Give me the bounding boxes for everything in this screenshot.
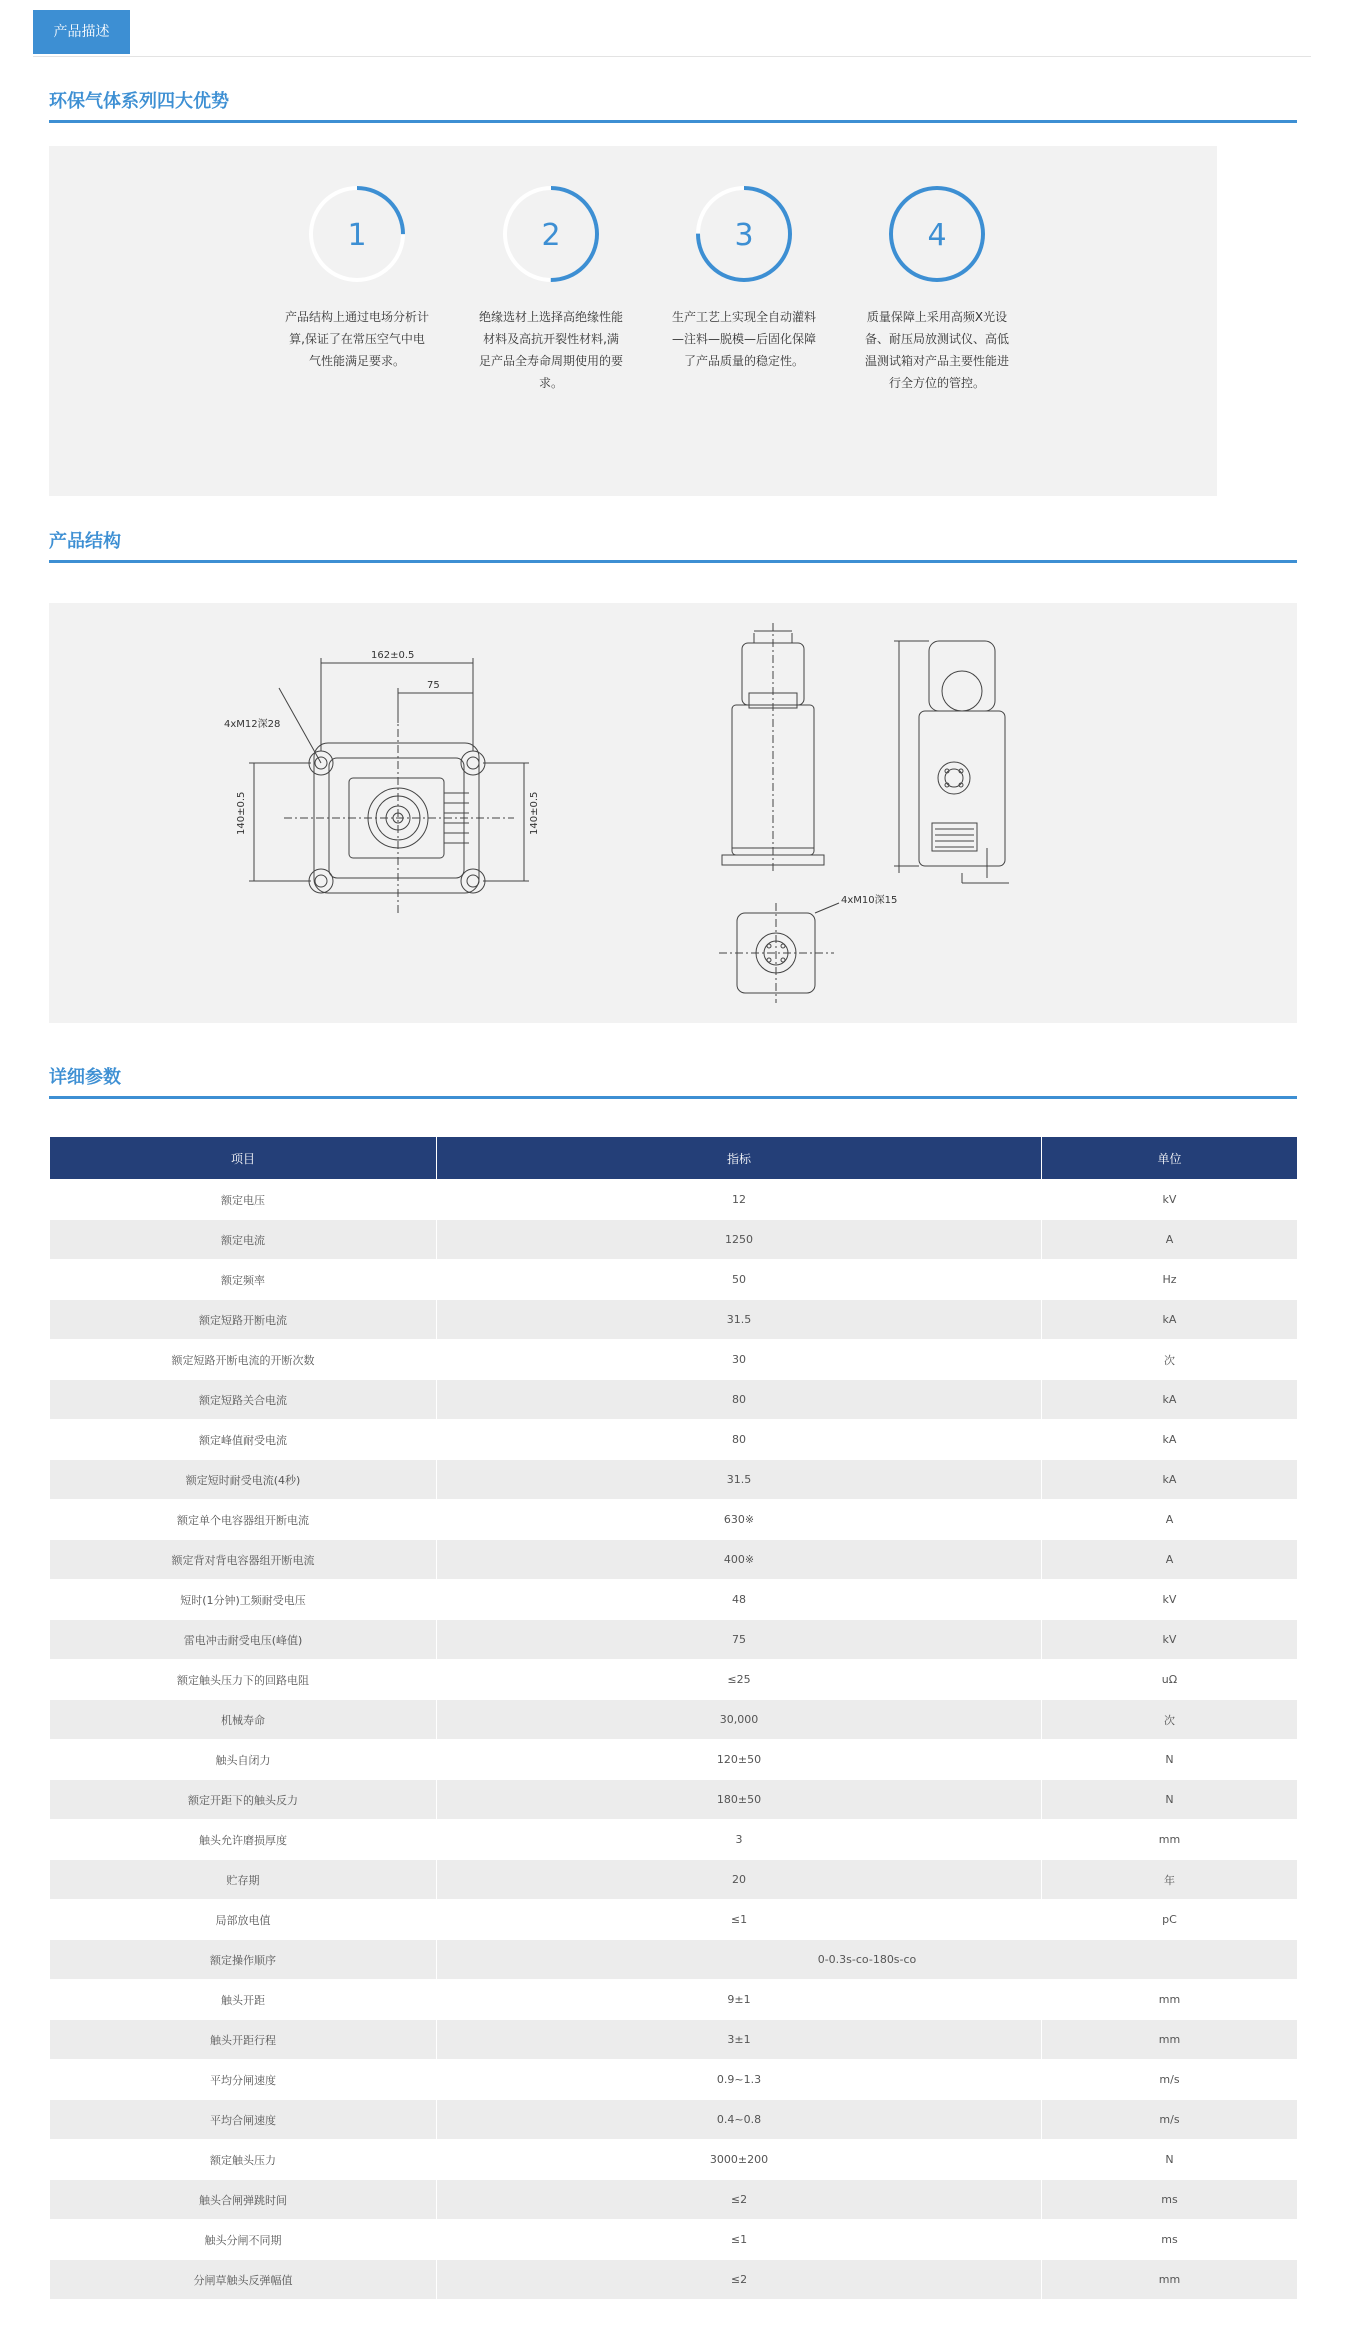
cell-value: ≤2: [437, 2260, 1042, 2300]
header-unit: 单位: [1042, 1137, 1298, 1180]
table-row: [50, 2020, 1298, 2060]
cell-unit: kV: [1042, 1580, 1298, 1620]
label-140-left: 140±0.5: [236, 791, 247, 835]
table-row: [50, 1540, 1298, 1580]
advantage-card: [272, 184, 442, 372]
table-row: [50, 1300, 1298, 1340]
cell-item: 额定电流: [50, 1220, 437, 1260]
table-row: [50, 1220, 1298, 1260]
table-row: [50, 1180, 1298, 1220]
cell-unit: A: [1042, 1540, 1298, 1580]
cell-unit: kV: [1042, 1620, 1298, 1660]
side-view-drawing: [722, 623, 824, 873]
cell-item: 额定短时耐受电流(4秒): [50, 1460, 437, 1500]
table-row: [50, 1860, 1298, 1900]
cell-item: 触头自闭力: [50, 1740, 437, 1780]
cell-unit: pC: [1042, 1900, 1298, 1940]
cell-unit: mm: [1042, 1820, 1298, 1860]
cell-value: 12: [437, 1180, 1042, 1220]
section-title-params: [49, 1066, 1297, 1099]
cell-unit: m/s: [1042, 2100, 1298, 2140]
cell-item: 触头开距: [50, 1980, 437, 2020]
cell-item: 额定短路开断电流: [50, 1300, 437, 1340]
table-header-row: [50, 1137, 1298, 1180]
table-row: [50, 1340, 1298, 1380]
progress-ring: [887, 184, 987, 284]
cell-value: 80: [437, 1420, 1042, 1460]
table-row: [50, 1620, 1298, 1660]
cell-item: 雷电冲击耐受电压(峰值): [50, 1620, 437, 1660]
cell-unit: kA: [1042, 1420, 1298, 1460]
cell-unit: mm: [1042, 2260, 1298, 2300]
table-row: [50, 1260, 1298, 1300]
cell-unit: Hz: [1042, 1260, 1298, 1300]
tab-product-description[interactable]: 产品描述: [33, 10, 130, 54]
cell-unit: N: [1042, 2140, 1298, 2180]
cell-item: 触头分闸不同期: [50, 2220, 437, 2260]
technical-drawing: [49, 603, 1297, 1023]
cell-item: 额定短路关合电流: [50, 1380, 437, 1420]
table-row: [50, 1820, 1298, 1860]
advantage-number: 3: [734, 218, 754, 253]
cell-value: ≤25: [437, 1660, 1042, 1700]
section-title-advantages-text: 环保气体系列四大优势: [49, 91, 229, 112]
cell-value: 180±50: [437, 1780, 1042, 1820]
section-title-params-text: 详细参数: [49, 1067, 121, 1088]
cell-value: 3000±200: [437, 2140, 1042, 2180]
cell-unit: A: [1042, 1500, 1298, 1540]
cell-value: 0-0.3s-co-180s-co: [437, 1940, 1298, 1980]
cell-unit: A: [1042, 1220, 1298, 1260]
cell-item: 短时(1分钟)工频耐受电压: [50, 1580, 437, 1620]
cell-unit: kV: [1042, 1180, 1298, 1220]
cell-unit: m/s: [1042, 2060, 1298, 2100]
progress-ring: [501, 184, 601, 284]
table-row: [50, 1700, 1298, 1740]
cell-value: 31.5: [437, 1300, 1042, 1340]
table-row: [50, 1940, 1298, 1980]
cell-unit: 次: [1042, 1700, 1298, 1740]
header-value: 指标: [437, 1137, 1042, 1180]
cell-item: 额定触头压力下的回路电阻: [50, 1660, 437, 1700]
section-title-structure: [49, 530, 1297, 563]
table-row: [50, 2220, 1298, 2260]
section-title-advantages: [49, 90, 1297, 123]
cell-value: 30: [437, 1340, 1042, 1380]
cell-item: 额定峰值耐受电流: [50, 1420, 437, 1460]
table-row: [50, 2260, 1298, 2300]
cell-value: 0.9~1.3: [437, 2060, 1042, 2100]
advantage-number: 2: [541, 218, 561, 253]
cell-item: 分闸草触头反弹幅值: [50, 2260, 437, 2300]
cell-unit: 年: [1042, 1860, 1298, 1900]
table-row: [50, 1420, 1298, 1460]
cell-item: 额定电压: [50, 1180, 437, 1220]
cell-value: 50: [437, 1260, 1042, 1300]
cell-item: 平均合闸速度: [50, 2100, 437, 2140]
table-row: [50, 1980, 1298, 2020]
cell-item: 触头开距行程: [50, 2020, 437, 2060]
cell-value: 400※: [437, 1540, 1042, 1580]
cell-item: 额定单个电容器组开断电流: [50, 1500, 437, 1540]
label-140-right: 140±0.5: [529, 791, 540, 835]
table-row: [50, 1380, 1298, 1420]
advantage-card: [852, 184, 1022, 394]
cell-value: 20: [437, 1860, 1042, 1900]
cell-value: 75: [437, 1620, 1042, 1660]
cell-unit: kA: [1042, 1380, 1298, 1420]
rear-view-drawing: [894, 641, 1009, 883]
cell-item: 局部放电值: [50, 1900, 437, 1940]
label-m12: 4xM12深28: [224, 719, 281, 730]
cell-value: 30,000: [437, 1700, 1042, 1740]
table-row: [50, 1780, 1298, 1820]
table-row: [50, 1580, 1298, 1620]
cell-item: 额定背对背电容器组开断电流: [50, 1540, 437, 1580]
label-162: 162±0.5: [371, 650, 415, 661]
advantage-card: [466, 184, 636, 394]
advantage-text: 质量保障上采用高频X光设备、耐压局放测试仪、高低温测试箱对产品主要性能进行全方位的管控。: [864, 310, 1009, 390]
label-75: 75: [427, 680, 440, 691]
tab-bar: [33, 10, 1311, 57]
structure-drawing-panel: [49, 603, 1297, 1023]
cell-value: 1250: [437, 1220, 1042, 1260]
cell-unit: mm: [1042, 2020, 1298, 2060]
table-row: [50, 1900, 1298, 1940]
cell-unit: N: [1042, 1780, 1298, 1820]
cell-unit: uΩ: [1042, 1660, 1298, 1700]
cell-value: 48: [437, 1580, 1042, 1620]
cell-value: 3±1: [437, 2020, 1042, 2060]
advantage-text: 产品结构上通过电场分析计算,保证了在常压空气中电气性能满足要求。: [284, 310, 429, 368]
advantage-number: 1: [347, 218, 367, 253]
cell-value: 9±1: [437, 1980, 1042, 2020]
cell-value: 80: [437, 1380, 1042, 1420]
cell-item: 平均分闸速度: [50, 2060, 437, 2100]
table-row: [50, 2140, 1298, 2180]
table-row: [50, 2180, 1298, 2220]
cell-unit: ms: [1042, 2220, 1298, 2260]
cell-unit: ms: [1042, 2180, 1298, 2220]
cell-unit: mm: [1042, 1980, 1298, 2020]
progress-ring: [694, 184, 794, 284]
cell-unit: N: [1042, 1740, 1298, 1780]
cell-value: ≤1: [437, 1900, 1042, 1940]
cell-unit: 次: [1042, 1340, 1298, 1380]
cell-value: ≤1: [437, 2220, 1042, 2260]
cell-value: ≤2: [437, 2180, 1042, 2220]
section-title-structure-text: 产品结构: [49, 531, 121, 552]
advantage-card: [659, 184, 829, 372]
table-row: [50, 1660, 1298, 1700]
label-m10: 4xM10深15: [841, 895, 898, 906]
cell-item: 机械寿命: [50, 1700, 437, 1740]
cell-item: 额定短路开断电流的开断次数: [50, 1340, 437, 1380]
advantage-text: 生产工艺上实现全自动灌料—注料—脱模—后固化保障了产品质量的稳定性。: [671, 310, 816, 368]
cell-value: 630※: [437, 1500, 1042, 1540]
cell-item: 额定开距下的触头反力: [50, 1780, 437, 1820]
bottom-view-drawing: [719, 903, 839, 1003]
front-view-drawing: [249, 658, 529, 913]
cell-item: 额定操作顺序: [50, 1940, 437, 1980]
parameters-table: [49, 1136, 1298, 2300]
cell-value: 31.5: [437, 1460, 1042, 1500]
table-row: [50, 1460, 1298, 1500]
cell-value: 0.4~0.8: [437, 2100, 1042, 2140]
cell-item: 触头合闸弹跳时间: [50, 2180, 437, 2220]
cell-item: 额定触头压力: [50, 2140, 437, 2180]
table-row: [50, 1500, 1298, 1540]
progress-ring: [307, 184, 407, 284]
advantage-text: 绝缘选材上选择高绝缘性能材料及高抗开裂性材料,满足产品全寿命周期使用的要求。: [478, 310, 623, 390]
cell-item: 触头允许磨损厚度: [50, 1820, 437, 1860]
header-item: 项目: [50, 1137, 437, 1180]
cell-item: 贮存期: [50, 1860, 437, 1900]
cell-value: 3: [437, 1820, 1042, 1860]
table-row: [50, 2100, 1298, 2140]
table-row: [50, 1740, 1298, 1780]
cell-unit: kA: [1042, 1460, 1298, 1500]
table-row: [50, 2060, 1298, 2100]
cell-unit: kA: [1042, 1300, 1298, 1340]
advantages-panel: [49, 146, 1217, 496]
cell-value: 120±50: [437, 1740, 1042, 1780]
cell-item: 额定频率: [50, 1260, 437, 1300]
advantage-number: 4: [927, 218, 947, 253]
